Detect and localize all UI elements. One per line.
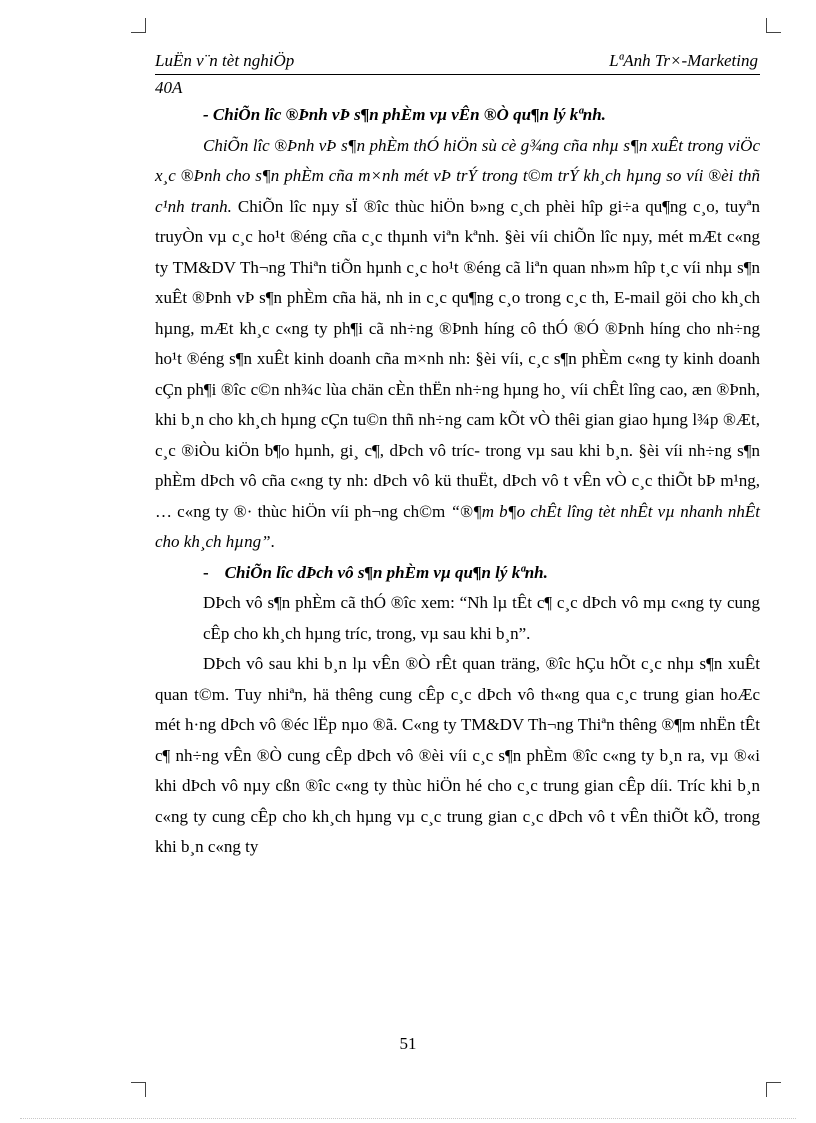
- crop-mark-bottom-right: [766, 1082, 781, 1097]
- paragraph-after-sales: DÞch vô sau khi b¸n lµ vÊn ®Ò rÊt quan träng, ®îc hÇu hÕt c¸c nhµ s¶n xuÊt quan t©m. Tuy nhiªn, hä thêng cung cÊp c¸c dÞch vô th«ng qua c¸c trung gian hoÆc mét h·ng dÞch vô ®éc lËp nµo ®ã. C«ng ty TM&DV Th¬ng Thiªn thêng ®¶m nhËn tÊt c¶ nh÷ng vÊn ®Ò cung cÊp dÞch vô ®èi víi c¸c s¶n phÈm ®îc c«ng ty b¸n ra, vµ ®«i khi dÞch vô nµy cßn ®îc c«ng ty thùc hiÖn hé cho c¸c trung gian cÊp díi. Tríc khi b¸n c«ng ty cung cÊp cho kh¸ch hµng vµ c¸c trung gian c¸c dÞch vô t vÊn thiÕt kÕ, trong khi b¸n c«ng ty: [155, 654, 760, 856]
- page-number: 51: [399, 1034, 417, 1053]
- company-motto: “®¶m b¶o chÊt lîng tèt nhÊt vµ nhanh nhÊt cho kh¸ch hµng”: [155, 501, 760, 551]
- page-bottom-border: [20, 1118, 796, 1119]
- heading-dash: -: [203, 562, 209, 582]
- paragraph-service-definition: DÞch vô s¶n phÈm cã thÓ ®îc xem: “Nh lµ tÊt c¶ c¸c dÞch vô mµ c«ng ty cung cÊp cho kh¸ch hµng tríc, trong, vµ sau khi b¸n”.: [203, 593, 760, 643]
- section-heading-positioning: - ChiÕn lîc ®Þnh vÞ s¶n phÈm vµ vÊn ®Ò qu¶n lý kªnh.: [203, 105, 606, 124]
- section-heading-service: [155, 558, 760, 589]
- positioning-body: ChiÕn lîc nµy sÏ ®îc thùc hiÖn b»ng c¸ch phèi hîp gi÷a qu¶ng c¸o, tuyªn truyÒn vµ c¸c ho¹t ®éng cña c¸c thµnh viªn kªnh. §èi víi chiÕn lîc nµy, mét mÆt c«ng ty TM&DV Th¬ng Thiªn tiÕn hµnh c¸c ho¹t ®éng cã liªn quan nh»m hîp t¸c víi nhµ s¶n xuÊt ®Þnh vÞ s¶n phÈm cña hä, nh in c¸c qu¶ng c¸o trong c¸c th, E-mail göi cho kh¸ch hµng, mÆt kh¸c c«ng ty ph¶i cã nh÷ng ®Þnh híng cô thÓ ®Ó ®Þnh híng cho nh÷ng ho¹t ®éng s¶n xuÊt kinh doanh cña m×nh nh: §èi víi, c¸c s¶n phÈm c«ng ty kinh doanh cÇn ph¶i ®îc c©n nh¾c lùa chän cÈn thËn nh÷ng hµng ho¸ víi chÊt lîng cao, æn ®Þnh, khi b¸n cho kh¸ch hµng cÇn tu©n thñ nh÷ng cam kÕt vÒ thêi gian giao hµng l¾p ®Æt, c¸c ®iÒu kiÖn b¶o hµnh, gi¸ c¶, dÞch vô tríc- trong vµ sau khi b¸n. §èi víi nh÷ng s¶n phÈm dÞch vô cña c«ng ty nh: dÞch vô kü thuËt, dÞch vô t vÊn vÒ c¸c thiÕt bÞ m¹ng, … c«ng ty ®· thùc hiÖn víi ph¬ng ch©m: [155, 196, 760, 521]
- header-thesis-title: LuËn v¨n tèt nghiÖp: [155, 51, 295, 70]
- positioning-definition: ChiÕn lîc ®Þnh vÞ s¶n phÈm thÓ hiÖn sù cè g¾ng cña nhµ s¶n xuÊt trong viÖc x¸c ®Þnh cho s¶n phÈm cña m×nh mét vÞ trÝ trong t©m trÝ kh¸ch hµng so víi ®èi thñ c¹nh tranh.: [155, 135, 760, 216]
- header-class-code: 40A: [155, 78, 183, 97]
- paragraph-positioning: [155, 131, 760, 558]
- crop-mark-bottom-left: [131, 1082, 146, 1097]
- crop-mark-top-right: [766, 18, 781, 33]
- header-author: LªAnh Tr×-Marketing: [609, 51, 758, 70]
- running-header: [155, 48, 760, 75]
- paragraph-end: .: [270, 532, 275, 551]
- crop-mark-top-left: [131, 18, 146, 33]
- page-body: [155, 100, 760, 863]
- section-heading-service-text: ChiÕn lîc dÞch vô s¶n phÈm vµ qu¶n lý kªnh.: [224, 562, 548, 582]
